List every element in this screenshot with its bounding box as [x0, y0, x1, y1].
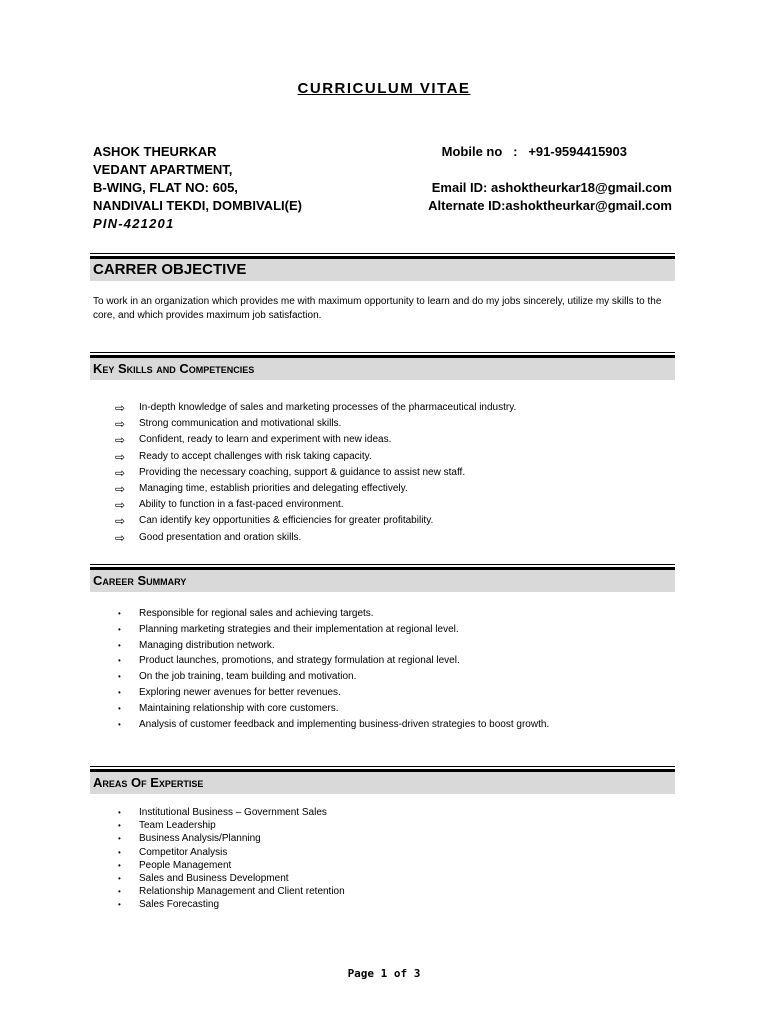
- list-item: [93, 638, 668, 654]
- list-item: [93, 685, 668, 701]
- section-header-expertise: [90, 769, 675, 794]
- arrow-icon: ⇨: [115, 417, 126, 432]
- address-line-2: B-WING, FLAT NO: 605,: [93, 180, 238, 195]
- list-item: [93, 806, 668, 819]
- list-item: [93, 653, 668, 669]
- bullet-icon: •: [118, 821, 121, 831]
- bullet-icon: •: [118, 672, 121, 682]
- list-item-text: Planning marketing strategies and their implementation at regional level.: [139, 623, 459, 635]
- list-item-text: Product launches, promotions, and strategy formulation at regional level.: [139, 655, 460, 667]
- list-item-text: Exploring newer avenues for better revenues.: [139, 686, 341, 698]
- address-line-3: NANDIVALI TEKDI, DOMBIVALI(E): [93, 198, 302, 213]
- list-item: [93, 400, 668, 416]
- list-item-text: Relationship Management and Client retention: [139, 886, 345, 898]
- list-item-text: Analysis of customer feedback and implementing business-driven strategies to boost growth.: [139, 718, 550, 730]
- list-item: [93, 513, 668, 529]
- list-item-text: Institutional Business – Government Sales: [139, 807, 327, 818]
- arrow-icon: ⇨: [115, 530, 126, 545]
- list-item-text: Sales Forecasting: [139, 899, 220, 911]
- contact-address-block: [93, 143, 302, 233]
- bullet-icon: •: [118, 624, 121, 634]
- arrow-icon: ⇨: [115, 433, 126, 448]
- pin-code: PIN-421201: [93, 216, 175, 231]
- list-item-text: Ready to accept challenges with risk taking capacity.: [139, 450, 372, 462]
- section-header-objective: [90, 256, 675, 281]
- list-item: [93, 701, 668, 717]
- skills-list: [93, 400, 668, 546]
- list-item-text: In-depth knowledge of sales and marketing processes of the pharmaceutical industry.: [139, 402, 517, 413]
- arrow-icon: ⇨: [115, 465, 126, 480]
- list-item: [93, 465, 668, 481]
- bullet-icon: •: [118, 860, 121, 870]
- list-item-text: Team Leadership: [139, 820, 216, 832]
- list-item-text: Sales and Business Development: [139, 872, 289, 884]
- list-item-text: Maintaining relationship with core customers.: [139, 702, 339, 714]
- spacer: [428, 161, 672, 179]
- list-item: [93, 606, 668, 622]
- list-item: [93, 898, 668, 911]
- alternate-email-id: Alternate ID:ashoktheurkar@gmail.com: [428, 198, 672, 213]
- list-item-text: Managing time, establish priorities and delegating effectively.: [139, 482, 408, 494]
- list-item-text: Responsible for regional sales and achieving targets.: [139, 608, 374, 619]
- list-item: [93, 481, 668, 497]
- list-item-text: People Management: [139, 859, 232, 871]
- contact-details-block: [428, 143, 672, 215]
- list-item: [93, 669, 668, 685]
- list-item: [93, 449, 668, 465]
- objective-text: To work in an organization which provides me with maximum opportunity to learn and do my jobs sincerely, utilize my skills to the core, and which provides maximum job satisfaction.: [93, 296, 662, 321]
- list-item-text: Managing distribution network.: [139, 639, 275, 651]
- section-header-summary: [90, 567, 675, 592]
- list-item-text: Competitor Analysis: [139, 846, 228, 858]
- list-item: [93, 846, 668, 859]
- section-heading: Key Skills and Competencies: [93, 361, 255, 376]
- mobile-number: Mobile no : +91-9594415903: [441, 144, 627, 159]
- arrow-icon: ⇨: [115, 481, 126, 496]
- arrow-icon: ⇨: [115, 401, 126, 415]
- list-item: [93, 872, 668, 885]
- list-item: [93, 832, 668, 845]
- list-item-text: Business Analysis/Planning: [139, 833, 261, 845]
- bullet-icon: •: [118, 656, 121, 666]
- list-item: [93, 497, 668, 513]
- list-item: [93, 819, 668, 832]
- candidate-name: ASHOK THEURKAR: [93, 144, 217, 159]
- summary-list: [93, 606, 668, 732]
- bullet-icon: •: [118, 873, 121, 883]
- bullet-icon: •: [118, 900, 121, 910]
- bullet-icon: •: [118, 834, 121, 844]
- list-item: [93, 530, 668, 546]
- page-number: Page 1 of 3: [347, 967, 421, 980]
- document-title: CURRICULUM VITAE: [297, 80, 471, 97]
- bullet-icon: •: [118, 887, 121, 897]
- section-header-skills: [90, 355, 675, 380]
- section-heading: CARRER OBJECTIVE: [93, 261, 247, 278]
- list-item: [93, 717, 668, 733]
- bullet-icon: •: [118, 687, 121, 697]
- list-item: [93, 885, 668, 898]
- expertise-list: [93, 806, 668, 912]
- list-item: [93, 416, 668, 432]
- list-item-text: On the job training, team building and motivation.: [139, 671, 357, 683]
- arrow-icon: ⇨: [115, 514, 126, 529]
- bullet-icon: •: [118, 808, 121, 817]
- arrow-icon: ⇨: [115, 449, 126, 464]
- address-line-1: VEDANT APARTMENT,: [93, 162, 233, 177]
- email-id: Email ID: ashoktheurkar18@gmail.com: [431, 180, 672, 195]
- bullet-icon: •: [118, 719, 121, 729]
- list-item-text: Strong communication and motivational skills.: [139, 418, 342, 430]
- bullet-icon: •: [118, 609, 121, 618]
- list-item-text: Can identify key opportunities & efficiencies for greater profitability.: [139, 515, 434, 527]
- list-item: [93, 859, 668, 872]
- bullet-icon: •: [118, 847, 121, 857]
- bullet-icon: •: [118, 703, 121, 713]
- list-item: [93, 432, 668, 448]
- section-heading: Areas Of Expertise: [93, 775, 204, 790]
- bullet-icon: •: [118, 640, 121, 650]
- list-item: [93, 622, 668, 638]
- list-item-text: Ability to function in a fast-paced environment.: [139, 499, 344, 511]
- list-item-text: Confident, ready to learn and experiment with new ideas.: [139, 434, 392, 446]
- section-heading: Career Summary: [93, 573, 187, 588]
- list-item-text: Providing the necessary coaching, support & guidance to assist new staff.: [139, 466, 466, 478]
- list-item-text: Good presentation and oration skills.: [139, 531, 302, 543]
- arrow-icon: ⇨: [115, 498, 126, 513]
